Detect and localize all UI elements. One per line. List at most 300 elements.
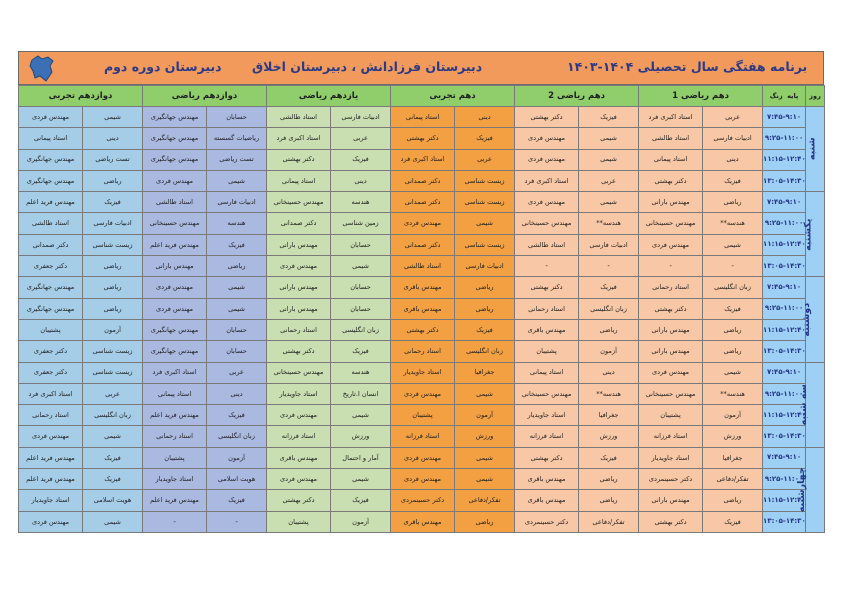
lesson-cell: ریاضی [455, 298, 515, 319]
lesson-cell: هندسه** [579, 383, 639, 404]
table-row [19, 256, 825, 277]
lesson-cell: حسابان [331, 277, 391, 298]
teacher-cell: استاد پیمانی [19, 128, 83, 149]
lesson-cell: ریاضی [703, 319, 763, 340]
lesson-cell: شیمی [703, 234, 763, 255]
lesson-cell: ریاضی [83, 298, 143, 319]
teacher-cell: پشتیبان [515, 341, 579, 362]
lesson-cell: ریاضی [703, 192, 763, 213]
teacher-cell: استاد اکبری فرد [515, 170, 579, 191]
teacher-cell: استاد فرزانه [391, 426, 455, 447]
bell-time: ۷:۴۵-۹:۱۰ [763, 447, 806, 468]
bell-time: ۷:۴۵-۹:۱۰ [763, 192, 806, 213]
day-name: یکشنبه [802, 218, 814, 251]
header-bell [763, 86, 806, 107]
lesson-cell: شیمی [455, 213, 515, 234]
lesson-cell: هندسه [207, 213, 267, 234]
lesson-cell: ادبیات فارسی [455, 256, 515, 277]
lesson-cell: آزمون [579, 341, 639, 362]
lesson-cell: دینی [703, 149, 763, 170]
lesson-cell: زبان انگلیسی [331, 319, 391, 340]
lesson-cell: زیست شناسی [455, 192, 515, 213]
teacher-cell: مهندس حسینخانی [515, 383, 579, 404]
bell-time: ۹:۲۵-۱۱:۰۰ [763, 469, 806, 490]
teacher-cell: استاد پیمانی [391, 107, 455, 128]
teacher-cell: استاد جاویدیار [515, 405, 579, 426]
teacher-cell: مهندس جهانگیری [143, 319, 207, 340]
bell-time: ۷:۴۵-۹:۱۰ [763, 107, 806, 128]
lesson-cell: هویت اسلامی [83, 490, 143, 511]
teacher-cell: استاد جاویدیار [143, 469, 207, 490]
lesson-cell: آمار و احتمال [331, 447, 391, 468]
lesson-cell: حسابان [207, 341, 267, 362]
lesson-cell: ریاضی [455, 511, 515, 532]
title-school: دبیرستان فرزادانش ، دبیرستان اخلاق [252, 59, 483, 74]
lesson-cell: دینی [455, 107, 515, 128]
table-row [19, 511, 825, 532]
lesson-cell: عربی [331, 128, 391, 149]
teacher-cell: دکتر بهشتی [391, 128, 455, 149]
lesson-cell: شیمی [331, 469, 391, 490]
teacher-cell: دکتر صمدانی [391, 170, 455, 191]
lesson-cell: عربی [83, 383, 143, 404]
lesson-cell: زبان انگلیسی [455, 341, 515, 362]
teacher-cell: مهندس جهانگیری [19, 149, 83, 170]
teacher-cell: پشتیبان [639, 405, 703, 426]
teacher-cell: مهندس جهانگیری [19, 298, 83, 319]
teacher-cell: مهندس فردی [19, 107, 83, 128]
lesson-cell: تست ریاضی [207, 149, 267, 170]
lesson-cell: حسابان [207, 107, 267, 128]
lesson-cell: فیزیک [579, 107, 639, 128]
teacher-cell: - [143, 511, 207, 532]
teacher-cell: مهندس حسینخانی [639, 383, 703, 404]
table-row [19, 490, 825, 511]
bell-time: ۱۳:۰۵-۱۴:۳۰ [763, 341, 806, 362]
teacher-cell: دکتر حسینمردی [639, 469, 703, 490]
table-row [19, 192, 825, 213]
teacher-cell: مهندس جهانگیری [143, 107, 207, 128]
title-bar [18, 51, 824, 85]
teacher-cell: مهندس حسینخانی [267, 362, 331, 383]
lesson-cell: شیمی [207, 298, 267, 319]
lesson-cell: جغرافیا [455, 362, 515, 383]
lesson-cell: فیزیک [703, 511, 763, 532]
lesson-cell: زیست شناسی [83, 362, 143, 383]
bell-time: ۷:۴۵-۹:۱۰ [763, 277, 806, 298]
lesson-cell: زبان انگلیسی [207, 426, 267, 447]
bell-time: ۹:۲۵-۱۱:۰۰ [763, 128, 806, 149]
teacher-cell: مهندس باقری [391, 298, 455, 319]
table-row [19, 128, 825, 149]
lesson-cell: هندسه** [703, 213, 763, 234]
lesson-cell: فیزیک [207, 234, 267, 255]
teacher-cell: مهندس باقری [515, 319, 579, 340]
lesson-cell: ورزش [579, 426, 639, 447]
day-label [802, 192, 825, 277]
lesson-cell: - [579, 256, 639, 277]
lesson-cell: هندسه** [703, 383, 763, 404]
teacher-cell: استاد اکبری فرد [143, 362, 207, 383]
teacher-cell: مهندس فردی [267, 469, 331, 490]
bell-time: ۱۱:۱۵-۱۲:۴۰ [763, 319, 806, 340]
lesson-cell: فیزیک [207, 490, 267, 511]
teacher-cell: مهندس حسینخانی [267, 192, 331, 213]
teacher-cell: مهندس جهانگیری [143, 149, 207, 170]
teacher-cell: مهندس فردی [391, 447, 455, 468]
lesson-cell: ادبیات فارسی [331, 107, 391, 128]
lesson-cell: تست ریاضی [83, 149, 143, 170]
lesson-cell: ادبیات فارسی [207, 192, 267, 213]
teacher-cell: مهندس بارانی [267, 298, 331, 319]
lesson-cell: شیمی [455, 469, 515, 490]
teacher-cell: مهندس جهانگیری [19, 277, 83, 298]
lesson-cell: فیزیک [703, 170, 763, 191]
lesson-cell: ریاضی [579, 319, 639, 340]
lesson-cell: زبان انگلیسی [579, 298, 639, 319]
lesson-cell: فیزیک [83, 192, 143, 213]
header-class-6: دوازدهم تجربی [19, 86, 143, 107]
lesson-cell: عربی [579, 170, 639, 191]
teacher-cell: مهندس حسینخانی [143, 213, 207, 234]
teacher-cell: دکتر بهشتی [515, 107, 579, 128]
lesson-cell: فیزیک [331, 341, 391, 362]
teacher-cell: دکتر صمدانی [391, 234, 455, 255]
day-label [806, 107, 825, 192]
lesson-cell: دینی [207, 383, 267, 404]
teacher-cell: استاد رحمانی [19, 405, 83, 426]
table-row [19, 362, 825, 383]
teacher-cell: استاد پیمانی [639, 149, 703, 170]
lesson-cell: فیزیک [455, 128, 515, 149]
header-paye: پایه [787, 91, 799, 100]
lesson-cell: آزمون [331, 511, 391, 532]
lesson-cell: هندسه [331, 362, 391, 383]
teacher-cell: مهندس فردی [143, 170, 207, 191]
lesson-cell: شیمی [455, 447, 515, 468]
table-row [19, 107, 825, 128]
lesson-cell: شیمی [331, 405, 391, 426]
teacher-cell: دکتر بهشتی [267, 490, 331, 511]
lesson-cell: دینی [579, 362, 639, 383]
teacher-cell: استاد رحمانی [391, 341, 455, 362]
teacher-cell: استاد جاویدیار [267, 383, 331, 404]
teacher-cell: مهندس فردی [515, 149, 579, 170]
teacher-cell: مهندس بارانی [143, 256, 207, 277]
teacher-cell: مهندس فرید اعلم [143, 405, 207, 426]
teacher-cell: مهندس فرید اعلم [143, 234, 207, 255]
lesson-cell: شیمی [455, 383, 515, 404]
day-name: شنبه [806, 137, 818, 161]
teacher-cell: مهندس فردی [639, 362, 703, 383]
table-row [19, 405, 825, 426]
lesson-cell: عربی [703, 107, 763, 128]
teacher-cell: مهندس بارانی [639, 490, 703, 511]
bell-time: ۱۳:۰۵-۱۴:۳۰ [763, 256, 806, 277]
lesson-cell: ادبیات فارسی [83, 213, 143, 234]
teacher-cell: مهندس فردی [391, 213, 455, 234]
bell-time: ۱۱:۱۵-۱۲:۴۰ [763, 234, 806, 255]
lesson-cell: حسابان [331, 298, 391, 319]
teacher-cell: پشتیبان [391, 405, 455, 426]
lesson-cell: شیمی [579, 192, 639, 213]
teacher-cell: استاد اکبری فرد [391, 149, 455, 170]
lesson-cell: زبان انگلیسی [83, 405, 143, 426]
teacher-cell: دکتر حسینمردی [515, 511, 579, 532]
teacher-cell: استاد جاویدیار [639, 447, 703, 468]
table-row [19, 234, 825, 255]
teacher-cell: پشتیبان [143, 447, 207, 468]
header-class-2: دهم ریاضی 2 [515, 86, 639, 107]
title-main: برنامه هفتگی سال تحصیلی ۱۴۰۴-۱۴۰۳ [567, 59, 808, 74]
table-row [19, 149, 825, 170]
teacher-cell: دکتر بهشتی [515, 277, 579, 298]
lesson-cell: - [703, 256, 763, 277]
table-row [19, 341, 825, 362]
lesson-cell: ریاضی [703, 490, 763, 511]
teacher-cell: استاد جاویدیار [391, 362, 455, 383]
teacher-cell: استاد اکبری فرد [267, 128, 331, 149]
teacher-cell: مهندس فردی [19, 511, 83, 532]
lesson-cell: شیمی [579, 149, 639, 170]
teacher-cell: دکتر صمدانی [19, 234, 83, 255]
teacher-cell: استاد رحمانی [143, 426, 207, 447]
table-row [19, 469, 825, 490]
lesson-cell: زبان انگلیسی [703, 277, 763, 298]
teacher-cell: مهندس فردی [391, 469, 455, 490]
table-row [19, 170, 825, 191]
teacher-cell: مهندس فردی [515, 128, 579, 149]
header-class-3: دهم تجربی [391, 86, 515, 107]
bell-time: ۹:۲۵-۱۱:۰۰ [763, 298, 806, 319]
lesson-cell: تفکر/دفاعی [703, 469, 763, 490]
lesson-cell: ریاضی [703, 341, 763, 362]
lesson-cell: حسابان [207, 319, 267, 340]
lesson-cell: ریاضی [83, 170, 143, 191]
teacher-cell: استاد فرزانه [267, 426, 331, 447]
teacher-cell: مهندس بارانی [267, 234, 331, 255]
day-name: دوشنبه [801, 302, 813, 337]
lesson-cell: تفکر/دفاعی [579, 511, 639, 532]
teacher-cell: دکتر بهشتی [267, 341, 331, 362]
teacher-cell: مهندس باقری [515, 469, 579, 490]
table-row [19, 213, 825, 234]
teacher-cell: مهندس باقری [391, 277, 455, 298]
lesson-cell: انسان ا.تاریخ [331, 383, 391, 404]
bell-time: ۹:۲۵-۱۱:۰۰ [763, 213, 806, 234]
lesson-cell: ریاضی [579, 469, 639, 490]
table-row [19, 383, 825, 404]
teacher-cell: استاد رحمانی [515, 298, 579, 319]
day-name: چهارشنبه [795, 467, 807, 513]
teacher-cell: مهندس حسینخانی [639, 213, 703, 234]
lesson-cell: ریاضی [455, 277, 515, 298]
lesson-cell: ریاضیات گسسته [207, 128, 267, 149]
table-row [19, 319, 825, 340]
lesson-cell: جغرافیا [579, 405, 639, 426]
teacher-cell: استاد طالشی [515, 234, 579, 255]
bell-time: ۷:۴۵-۹:۱۰ [763, 362, 806, 383]
lesson-cell: هندسه [331, 192, 391, 213]
lesson-cell: فیزیک [83, 447, 143, 468]
teacher-cell: استاد جاویدیار [19, 490, 83, 511]
teacher-cell: دکتر جعفری [19, 362, 83, 383]
teacher-cell: استاد طالشی [267, 107, 331, 128]
teacher-cell: استاد طالشی [391, 256, 455, 277]
lesson-cell: تفکر/دفاعی [455, 490, 515, 511]
lesson-cell: زمین شناسی [331, 213, 391, 234]
teacher-cell: استاد رحمانی [639, 277, 703, 298]
lesson-cell: فیزیک [579, 277, 639, 298]
teacher-cell: مهندس فردی [267, 405, 331, 426]
lesson-cell: زیست شناسی [455, 234, 515, 255]
lesson-cell: فیزیک [331, 149, 391, 170]
lesson-cell: هندسه** [579, 213, 639, 234]
teacher-cell: مهندس فردی [267, 256, 331, 277]
header-class-1: دهم ریاضی 1 [639, 86, 763, 107]
bell-time: ۱۳:۰۵-۱۴:۳۰ [763, 426, 806, 447]
table-row [19, 447, 825, 468]
lesson-cell: ریاضی [579, 490, 639, 511]
lesson-cell: ادبیات فارسی [703, 128, 763, 149]
title-level: دبیرستان دوره دوم [104, 59, 222, 74]
teacher-cell: دکتر جعفری [19, 341, 83, 362]
lesson-cell: شیمی [83, 107, 143, 128]
teacher-cell: استاد طالشی [19, 213, 83, 234]
lesson-cell: شیمی [83, 511, 143, 532]
header-zang: زنگ [769, 91, 783, 100]
teacher-cell: مهندس جهانگیری [143, 341, 207, 362]
teacher-cell: دکتر صمدانی [391, 192, 455, 213]
lesson-cell: شیمی [83, 426, 143, 447]
lesson-cell: فیزیک [83, 469, 143, 490]
teacher-cell: دکتر صمدانی [267, 213, 331, 234]
header-class-4: یازدهم ریاضی [267, 86, 391, 107]
teacher-cell: مهندس باقری [391, 511, 455, 532]
lesson-cell: شیمی [703, 362, 763, 383]
lesson-cell: - [207, 511, 267, 532]
lesson-cell: جغرافیا [703, 447, 763, 468]
teacher-cell: پشتیبان [19, 319, 83, 340]
teacher-cell: دکتر بهشتی [391, 319, 455, 340]
lesson-cell: ریاضی [207, 256, 267, 277]
lesson-cell: شیمی [207, 170, 267, 191]
teacher-cell: مهندس جهانگیری [143, 128, 207, 149]
bell-time: ۱۱:۱۵-۱۲:۴۰ [763, 405, 806, 426]
teacher-cell: مهندس باقری [267, 447, 331, 468]
lesson-cell: آزمون [455, 405, 515, 426]
lesson-cell: فیزیک [703, 298, 763, 319]
teacher-cell: دکتر جعفری [19, 256, 83, 277]
teacher-cell: دکتر حسینمردی [391, 490, 455, 511]
teacher-cell: مهندس فردی [19, 426, 83, 447]
table-row [19, 277, 825, 298]
lesson-cell: زیست شناسی [83, 341, 143, 362]
teacher-cell: استاد پیمانی [515, 362, 579, 383]
teacher-cell: مهندس فردی [143, 298, 207, 319]
lesson-cell: آزمون [207, 447, 267, 468]
bell-time: ۱۳:۰۵-۱۴:۳۰ [763, 511, 806, 532]
lesson-cell: عربی [455, 149, 515, 170]
lesson-cell: ریاضی [83, 256, 143, 277]
teacher-cell: استاد رحمانی [267, 319, 331, 340]
teacher-cell: پشتیبان [267, 511, 331, 532]
table-row [19, 426, 825, 447]
teacher-cell: استاد پیمانی [267, 170, 331, 191]
teacher-cell: استاد اکبری فرد [639, 107, 703, 128]
bell-time: ۱۱:۱۵-۱۲:۴۰ [763, 490, 806, 511]
day-label [795, 447, 825, 532]
schedule-table [18, 85, 825, 533]
teacher-cell: مهندس بارانی [639, 319, 703, 340]
teacher-cell: استاد اکبری فرد [19, 383, 83, 404]
lesson-cell: آزمون [83, 319, 143, 340]
lesson-cell: ورزش [455, 426, 515, 447]
header-class-5: دوازدهم ریاضی [143, 86, 267, 107]
lesson-cell: ادبیات فارسی [579, 234, 639, 255]
teacher-cell: دکتر بهشتی [515, 447, 579, 468]
teacher-cell: استاد طالشی [143, 192, 207, 213]
lesson-cell: هویت اسلامی [207, 469, 267, 490]
bell-time: ۱۱:۱۵-۱۲:۴۰ [763, 149, 806, 170]
table-row [19, 298, 825, 319]
lesson-cell: دینی [83, 128, 143, 149]
teacher-cell: مهندس فرید اعلم [19, 192, 83, 213]
schedule-sheet [18, 51, 824, 533]
lesson-cell: زیست شناسی [83, 234, 143, 255]
lesson-cell: فیزیک [579, 447, 639, 468]
lesson-cell: شیمی [207, 277, 267, 298]
lesson-cell: ورزش [331, 426, 391, 447]
lesson-cell: دینی [331, 170, 391, 191]
header-day: روز [806, 86, 825, 107]
teacher-cell: استاد فرزانه [639, 426, 703, 447]
bell-time: ۱۳:۰۵-۱۴:۳۰ [763, 170, 806, 191]
teacher-cell: مهندس فرید اعلم [143, 490, 207, 511]
teacher-cell: مهندس بارانی [639, 192, 703, 213]
teacher-cell: مهندس فردی [143, 277, 207, 298]
teacher-cell: مهندس فرید اعلم [19, 469, 83, 490]
lesson-cell: زیست شناسی [455, 170, 515, 191]
logo-icon [28, 54, 56, 84]
teacher-cell: مهندس حسینخانی [515, 213, 579, 234]
lesson-cell: فیزیک [331, 490, 391, 511]
teacher-cell: - [515, 256, 579, 277]
day-label [797, 362, 825, 447]
day-name: سه شنبه [797, 384, 809, 426]
teacher-cell: استاد فرزانه [515, 426, 579, 447]
teacher-cell: دکتر بهشتی [267, 149, 331, 170]
lesson-cell: ریاضی [83, 277, 143, 298]
lesson-cell: فیزیک [455, 319, 515, 340]
lesson-cell: فیزیک [207, 405, 267, 426]
lesson-cell: حسابان [331, 234, 391, 255]
lesson-cell: آزمون [703, 405, 763, 426]
teacher-cell: دکتر بهشتی [639, 298, 703, 319]
lesson-cell: ورزش [703, 426, 763, 447]
teacher-cell: مهندس باقری [515, 490, 579, 511]
teacher-cell: استاد طالشی [639, 128, 703, 149]
bell-time: ۹:۲۵-۱۱:۰۰ [763, 383, 806, 404]
teacher-cell: دکتر بهشتی [639, 511, 703, 532]
schedule-body [19, 107, 825, 533]
teacher-cell: دکتر بهشتی [639, 170, 703, 191]
teacher-cell: استاد پیمانی [143, 383, 207, 404]
day-label [801, 277, 825, 362]
lesson-cell: عربی [207, 362, 267, 383]
lesson-cell: شیمی [579, 128, 639, 149]
teacher-cell: مهندس فردی [639, 234, 703, 255]
